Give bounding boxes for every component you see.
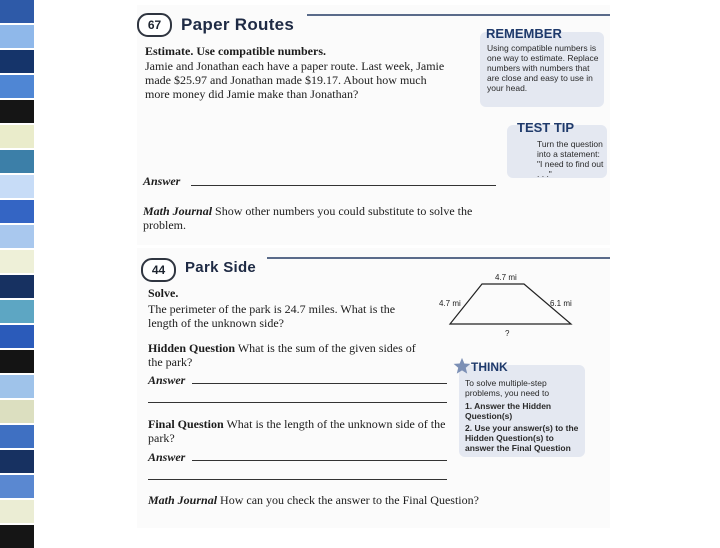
header-rule [267, 257, 610, 259]
math-journal-prompt [148, 493, 548, 507]
problem-text: The perimeter of the park is 24.7 miles. What is the length of the unknown side? [148, 302, 396, 330]
worksheet-page-paper-routes [137, 5, 610, 245]
instruction-text: Estimate. Use compatible numbers. [145, 44, 326, 58]
strip-square [0, 250, 34, 273]
strip-square [0, 450, 34, 473]
remember-box [480, 26, 604, 107]
strip-square [0, 500, 34, 523]
left-side-label: 4.7 mi [439, 299, 461, 308]
strip-square [0, 200, 34, 223]
top-side-label: 4.7 mi [495, 273, 517, 282]
strip-square [0, 125, 34, 148]
strip-square [0, 425, 34, 448]
final-question [148, 417, 458, 445]
final-answer-label: Answer [148, 450, 186, 464]
hidden-question-text: What is the sum of the given sides of the park? [148, 341, 416, 369]
lesson-title: Paper Routes [181, 15, 295, 34]
problem-text: Jamie and Jonathan each have a paper route. Last week, Jamie made $25.97 and Jonathan made $19.17. About how much more money did Jamie make than Jonathan? [145, 59, 445, 101]
math-journal-label: Math Journal [143, 204, 213, 218]
answer-line[interactable] [191, 185, 496, 186]
math-journal-text: How can you check the answer to the Final Question? [220, 493, 479, 507]
worksheet-page-park-side [137, 248, 610, 528]
answer-label: Answer [143, 174, 181, 188]
strip-square [0, 350, 34, 373]
instruction-text: Solve. [148, 286, 179, 300]
test-tip-title: TEST TIP [517, 120, 575, 135]
think-intro: To solve multiple-step problems, you need to [465, 378, 550, 398]
hidden-answer-label: Answer [148, 373, 186, 387]
strip-square [0, 225, 34, 248]
strip-square [0, 325, 34, 348]
strip-square [0, 100, 34, 123]
remember-title: REMEMBER [486, 26, 562, 41]
test-tip-box [507, 120, 607, 179]
right-side-label: 6.1 mi [550, 299, 572, 308]
final-question-label: Final Question [148, 417, 224, 431]
hidden-question [148, 341, 423, 369]
header-rule [307, 14, 610, 16]
strip-square [0, 175, 34, 198]
final-question-text: What is the length of the unknown side of the park? [148, 417, 446, 445]
strip-square [0, 50, 34, 73]
strip-square [0, 475, 34, 498]
hidden-question-label: Hidden Question [148, 341, 236, 355]
strip-square [0, 525, 34, 548]
strip-square [0, 25, 34, 48]
strip-square [0, 300, 34, 323]
hidden-answer-line[interactable] [192, 383, 447, 384]
bottom-side-label: ? [505, 329, 510, 338]
final-answer-line[interactable] [192, 460, 447, 461]
strip-square [0, 375, 34, 398]
think-title: THINK [471, 360, 508, 374]
strip-square [0, 0, 34, 23]
think-box [459, 360, 585, 457]
math-journal-label: Math Journal [148, 493, 218, 507]
lesson-number-badge: 67 [137, 13, 172, 37]
math-journal-prompt [143, 204, 493, 232]
lesson-number-badge: 44 [141, 258, 176, 282]
hidden-answer-line-2[interactable] [148, 402, 447, 403]
strip-square [0, 400, 34, 423]
strip-square [0, 75, 34, 98]
math-journal-text: Show other numbers you could substitute to solve the problem. [143, 204, 473, 232]
star-icon [453, 357, 471, 375]
final-answer-line-2[interactable] [148, 479, 447, 480]
think-step-1: 1. Answer the Hidden Question(s) [465, 401, 552, 421]
strip-square [0, 275, 34, 298]
think-step-2: 2. Use your answer(s) to the Hidden Question(s) to answer the Final Question [465, 423, 579, 453]
test-tip-text: Turn the question into a statement: "I need to find out . . ." [537, 139, 604, 179]
park-diagram [437, 270, 587, 345]
strip-square [0, 150, 34, 173]
lesson-title: Park Side [185, 259, 257, 276]
decorative-color-strip [0, 0, 66, 540]
remember-text: Using compatible numbers is one way to estimate. Replace numbers with numbers that are close and easy to use in your head. [487, 43, 599, 93]
